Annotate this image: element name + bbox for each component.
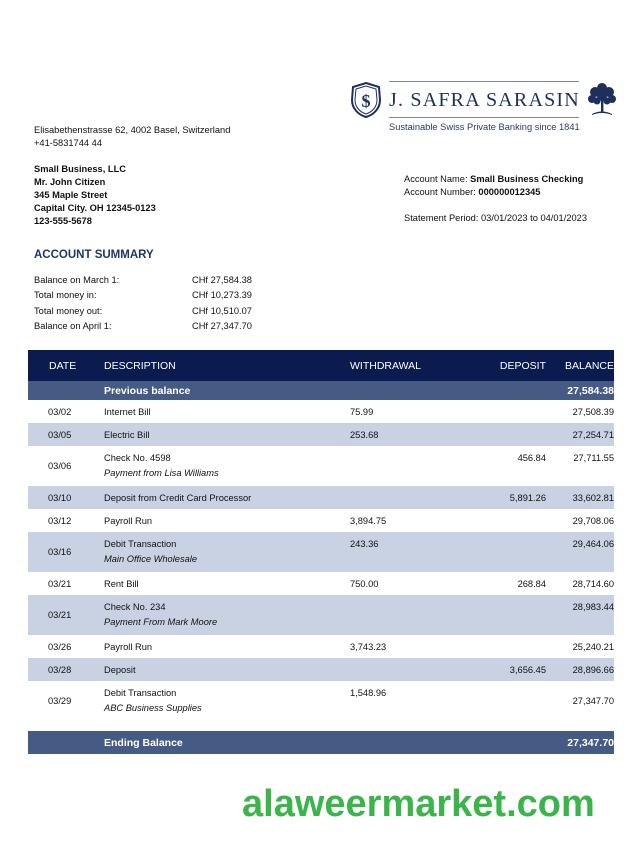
row-deposit: 268.84	[517, 578, 546, 589]
row-balance: 29,708.06	[572, 515, 614, 526]
account-info	[404, 173, 587, 225]
summary-label: Balance on April 1:	[34, 320, 112, 331]
row-withdrawal: 75.99	[350, 406, 374, 417]
summary-value: CHf 27,347.70	[192, 320, 252, 331]
ending-balance-value: 27,347.70	[567, 736, 614, 749]
row-description	[98, 665, 350, 675]
previous-balance-row	[28, 381, 614, 400]
account-name	[404, 173, 587, 186]
row-date: 03/12	[48, 515, 72, 526]
row-description-sub: Payment From Mark Moore	[104, 617, 218, 627]
row-withdrawal: 243.36	[350, 539, 379, 549]
row-description	[98, 407, 350, 417]
row-description	[98, 493, 350, 503]
row-deposit: 3,656.45	[509, 664, 546, 675]
customer-address	[34, 163, 156, 228]
row-description	[98, 579, 350, 589]
watermark: alaweermarket.com	[242, 783, 595, 825]
seal-icon	[350, 82, 382, 118]
row-date: 03/10	[48, 492, 72, 503]
account-summary	[34, 275, 252, 336]
table-header	[28, 350, 614, 381]
account-number-label: Account Number:	[404, 187, 476, 197]
row-balance: 27,508.39	[572, 406, 614, 417]
bank-phone: +41-5831744 44	[34, 138, 102, 148]
table-row	[28, 595, 614, 635]
row-description	[98, 516, 350, 526]
table-row	[28, 658, 614, 681]
customer-phone: 123-555-5678	[34, 216, 92, 226]
row-description-sub: Payment from Lisa Williams	[104, 468, 219, 478]
account-name-label: Account Name:	[404, 174, 468, 184]
previous-balance-label: Previous balance	[104, 384, 191, 397]
row-withdrawal: 3,894.75	[350, 515, 387, 526]
statement-period-value: 03/01/2023 to 04/01/2023	[481, 213, 587, 223]
statement-period	[404, 212, 587, 225]
logo-rule-bottom	[389, 117, 579, 118]
row-description	[98, 430, 350, 440]
row-withdrawal: 1,548.96	[350, 688, 387, 698]
summary-label: Total money in:	[34, 290, 97, 301]
row-balance: 27,347.70	[572, 696, 614, 706]
table-row	[28, 681, 614, 721]
row-date: 03/28	[48, 664, 72, 675]
header-deposit: DEPOSIT	[499, 359, 546, 372]
account-number-value: 000000012345	[478, 187, 541, 197]
header-balance: BALANCE	[564, 359, 614, 372]
previous-balance-value: 27,584.38	[567, 384, 614, 397]
row-deposit	[462, 681, 546, 688]
row-balance: 33,602.81	[572, 492, 614, 503]
bank-logo	[350, 80, 620, 136]
table-row	[28, 400, 614, 423]
ending-balance-label: Ending Balance	[104, 736, 183, 749]
bank-address	[34, 124, 230, 150]
table-row	[28, 446, 614, 486]
row-deposit: 456.84	[517, 453, 546, 463]
row-balance: 25,240.21	[572, 641, 614, 652]
brand-name: J. SAFRA SARASIN	[389, 89, 580, 111]
row-description	[98, 595, 350, 627]
table-row	[28, 423, 614, 446]
tree-icon	[586, 80, 618, 118]
row-description-main: Deposit	[104, 664, 136, 675]
row-description-main: Check No. 4598	[104, 453, 171, 463]
row-description-main: Debit Transaction	[104, 539, 177, 549]
row-balance: 29,464.06	[572, 539, 614, 549]
account-name-value: Small Business Checking	[470, 174, 584, 184]
row-balance: 27,254.71	[572, 429, 614, 440]
row-date: 03/21	[48, 578, 72, 589]
customer-street: 345 Maple Street	[34, 190, 108, 200]
summary-value: CHf 27,584.38	[192, 275, 252, 285]
table-row	[28, 635, 614, 658]
statement-period-label: Statement Period:	[404, 213, 479, 223]
row-description-main: Rent Bill	[104, 578, 139, 589]
row-description-main: Debit Transaction	[104, 688, 177, 698]
summary-value: CHf 10,510.07	[192, 305, 252, 316]
row-description	[98, 642, 350, 652]
table-row	[28, 486, 614, 509]
row-deposit	[462, 532, 546, 539]
row-date: 03/02	[48, 406, 72, 417]
summary-value: CHf 10,273.39	[192, 290, 252, 301]
header-description: DESCRIPTION	[104, 359, 176, 372]
customer-name: Mr. John Citizen	[34, 177, 106, 187]
summary-row	[34, 275, 252, 290]
row-description-sub: Main Office Wholesale	[104, 554, 198, 564]
account-summary-title: ACCOUNT SUMMARY	[34, 249, 154, 261]
row-deposit: 5,891.26	[509, 492, 546, 503]
summary-row	[34, 306, 252, 321]
header-date: DATE	[49, 359, 77, 372]
summary-row	[34, 321, 252, 336]
summary-label: Balance on March 1:	[34, 275, 120, 285]
row-date: 03/29	[48, 696, 72, 706]
table-row	[28, 509, 614, 532]
svg-text:$: $	[361, 91, 371, 111]
customer-city: Capital City. OH 12345-0123	[34, 203, 156, 213]
transactions-table	[28, 350, 614, 754]
row-date: 03/05	[48, 429, 72, 440]
row-withdrawal: 3,743.23	[350, 641, 387, 652]
row-description	[98, 532, 350, 564]
summary-label: Total money out:	[34, 305, 103, 316]
row-description-sub: ABC Business Supplies	[104, 703, 202, 713]
row-description	[98, 681, 350, 713]
row-date: 03/16	[48, 547, 72, 557]
table-row	[28, 572, 614, 595]
account-number	[404, 186, 587, 199]
row-description-main: Payroll Run	[104, 641, 153, 652]
row-balance: 28,896.66	[572, 664, 614, 675]
brand-tagline: Sustainable Swiss Private Banking since 1841	[389, 122, 580, 132]
row-balance: 28,714.60	[572, 578, 614, 589]
row-withdrawal: 253.68	[350, 429, 379, 440]
row-deposit	[462, 595, 546, 602]
ending-balance-row	[28, 731, 614, 754]
summary-row	[34, 290, 252, 305]
row-withdrawal: 750.00	[350, 578, 379, 589]
row-date: 03/06	[48, 461, 72, 471]
header-withdrawal: WITHDRAWAL	[350, 359, 421, 372]
row-description-main: Check No. 234	[104, 602, 166, 612]
logo-rule-top	[389, 81, 579, 82]
row-description-main: Internet Bill	[104, 406, 151, 417]
customer-company: Small Business, LLC	[34, 164, 126, 174]
row-date: 03/26	[48, 641, 72, 652]
row-date: 03/21	[48, 610, 72, 620]
row-description	[98, 446, 350, 478]
bank-address-line: Elisabethenstrasse 62, 4002 Basel, Switzerland	[34, 125, 231, 135]
row-description-main: Deposit from Credit Card Processor	[104, 492, 252, 503]
table-row	[28, 532, 614, 572]
transaction-rows	[28, 400, 614, 721]
row-description-main: Electric Bill	[104, 429, 150, 440]
row-balance: 28,983.44	[572, 602, 614, 612]
row-balance: 27,711.55	[573, 453, 614, 463]
row-description-main: Payroll Run	[104, 515, 153, 526]
